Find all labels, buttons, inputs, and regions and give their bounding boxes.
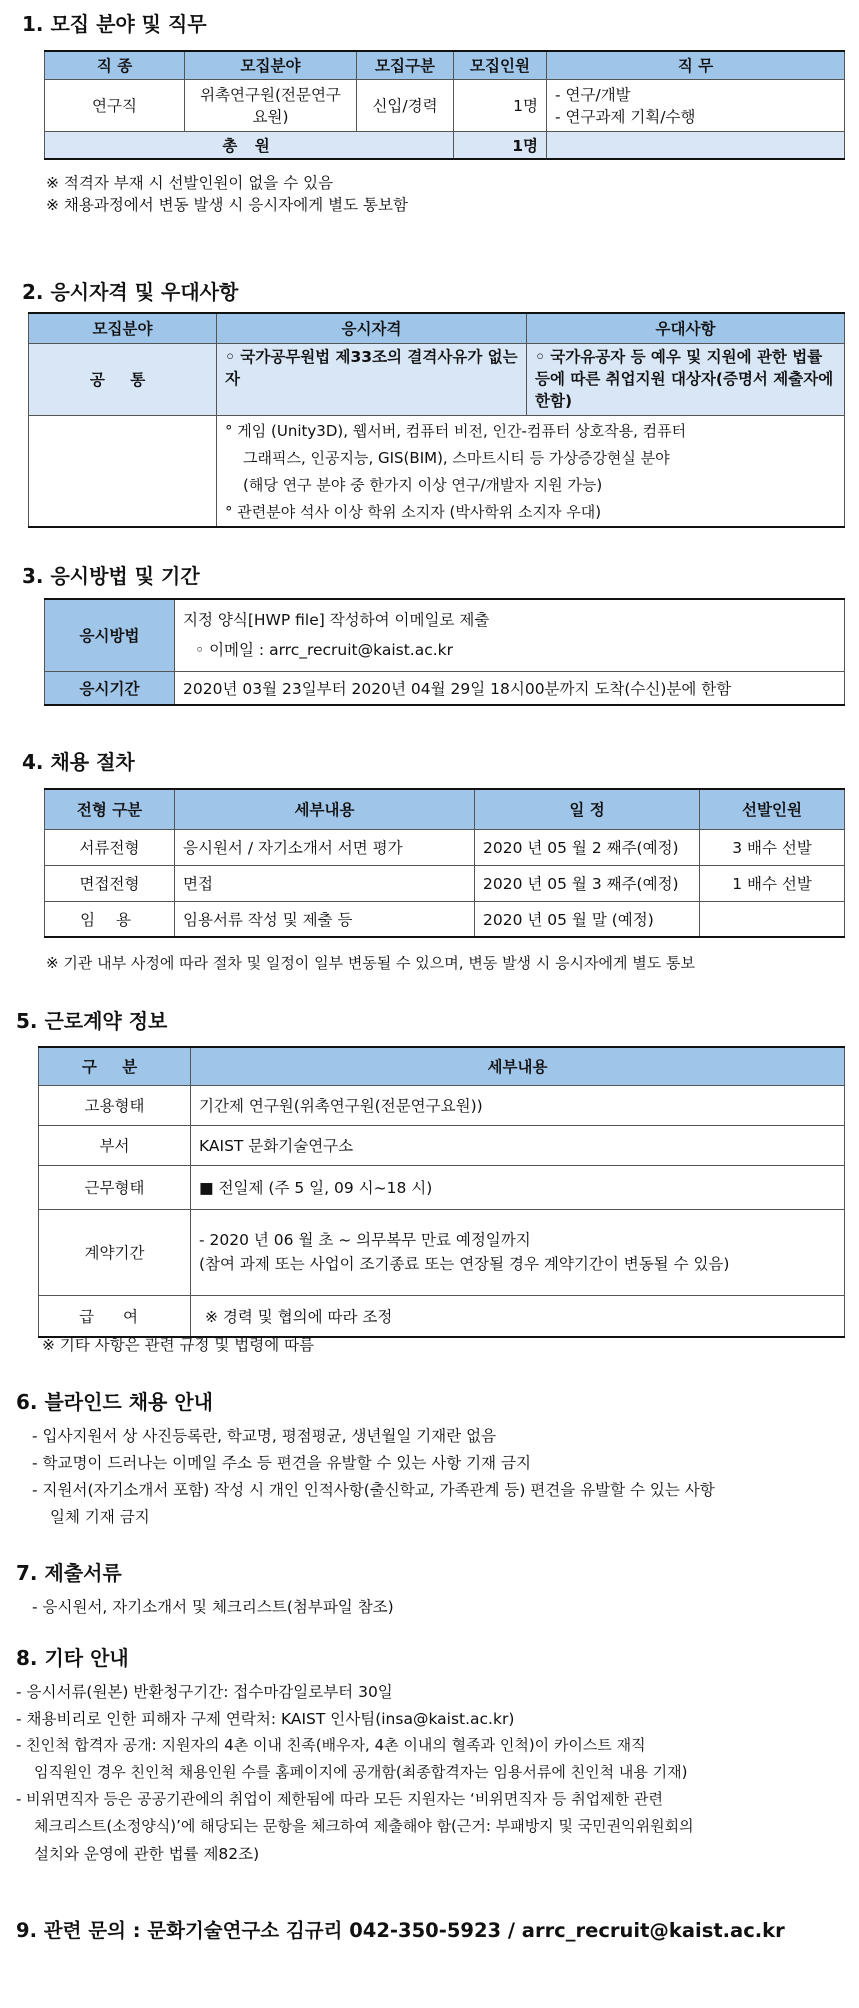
field-line: (해당 연구 분야 중 한가지 이상 연구/개발자 지원 가능) [243,475,603,494]
table-cell: 신입/경력 [357,79,454,131]
field-line: 그래픽스, 인공지능, GIS(BIM), 스마트시티 등 가상증강현실 분야 [243,448,670,467]
etc-line: - 비위면직자 등은 공공기관에의 취업이 제한됨에 따라 모든 지원자는 ‘비위면직자 등 취업제한 관련 [16,1790,664,1808]
table-cell: 위촉연구원(전문연구요원) [185,79,357,131]
table-cell: 서류전형 [45,829,175,865]
table-cell: 면접 [175,865,475,901]
blind-line: - 입사지원서 상 사진등록란, 학교명, 평점평균, 생년월일 기재란 없음 [32,1427,497,1445]
section-3-heading: 3. 응시방법 및 기간 [22,564,200,588]
note: ※ 적격자 부재 시 선발인원이 없을 수 있음 [46,174,334,192]
table-cell: 임용서류 작성 및 제출 등 [175,901,475,937]
table-cell: 2020 년 05 월 2 째주(예정) [475,829,700,865]
etc-line: - 채용비리로 인한 피해자 구제 연락처: KAIST 인사팀(insa@kaist.ac.kr) [16,1710,515,1728]
email-text: ◦ 이메일 : arrc_recruit@kaist.ac.kr [195,641,454,660]
duty-line: - 연구과제 기획/수행 [555,108,696,126]
table-cell: 계약기간 [39,1209,191,1295]
contract-line: - 2020 년 06 월 초 ~ 의무복무 만료 예정일까지 [199,1231,531,1249]
table-header: 직 무 [547,51,845,79]
note: ※ 기타 사항은 관련 규정 및 법령에 따름 [42,1336,315,1354]
note: ※ 채용과정에서 변동 발생 시 응시자에게 별도 통보함 [46,196,408,214]
table-cell: 기간제 연구원(위촉연구원(전문연구요원)) [191,1085,845,1125]
period-label: 응시기간 [45,671,175,705]
etc-line: 설치와 운영에 관한 법률 제82조) [34,1845,260,1863]
table-header: 선발인원 [700,789,845,829]
preference-text: ◦ 국가유공자 등 예우 및 지원에 관한 법률 등에 따른 취업지원 대상자(증명서 제출자에 한함) [527,343,845,415]
positions-table [44,50,845,160]
duty-line: - 연구/개발 [555,86,631,104]
contract-line: (참여 과제 또는 사업이 조기종료 또는 연장될 경우 계약기간이 변동될 수 있음) [199,1255,730,1273]
table-header: 모집구분 [357,51,454,79]
table-header: 모집인원 [454,51,547,79]
table-header: 모집분야 [29,313,217,343]
table-cell: 1 배수 선발 [700,865,845,901]
section-1-heading: 1. 모집 분야 및 직무 [22,12,207,36]
etc-line: - 응시서류(원본) 반환청구기간: 접수마감일로부터 30일 [16,1683,393,1701]
etc-line: - 친인척 합격자 공개: 지원자의 4촌 이내 친족(배우자, 4촌 이내의 혈족과 인척)이 카이스트 재직 [16,1736,646,1754]
period-text: 2020년 03월 23일부터 2020년 04월 29일 18시00분까지 도착(수신)분에 한함 [175,671,845,705]
total-value: 1명 [454,131,547,159]
table-cell: 2020 년 05 월 말 (예정) [475,901,700,937]
table-cell: 고용형태 [39,1085,191,1125]
table-cell: 부서 [39,1125,191,1165]
field-description [217,415,845,527]
table-cell: KAIST 문화기술연구소 [191,1125,845,1165]
method-text: 지정 양식[HWP file] 작성하여 이메일로 제출 [183,611,490,630]
table-cell: 응시원서 / 자기소개서 서면 평가 [175,829,475,865]
table-cell [191,1209,845,1295]
table-cell: ■ 전일제 (주 5 일, 09 시~18 시) [191,1165,845,1209]
note: ※ 기관 내부 사정에 따라 절차 및 일정이 일부 변동될 수 있으며, 변동 발생 시 응시자에게 별도 통보 [46,954,696,972]
table-header: 구 분 [39,1047,191,1085]
table-header: 응시자격 [217,313,527,343]
etc-line: 체크리스트(소정양식)’에 해당되는 문항을 체크하여 제출해야 함(근거: 부패방지 및 국민권익위원회의 [34,1817,694,1835]
table-cell: 임 용 [45,901,175,937]
field-line: ° 게임 (Unity3D), 웹서버, 컴퓨터 비전, 인간-컴퓨터 상호작용, 컴퓨터 [225,421,687,440]
table-cell [547,79,845,131]
table-cell: 2020 년 05 월 3 째주(예정) [475,865,700,901]
table-cell [700,901,845,937]
qualifications-table [28,312,845,528]
total-label: 총 원 [45,131,454,159]
section-7-heading: 7. 제출서류 [16,1561,122,1585]
table-header: 모집분야 [185,51,357,79]
table-header: 세부내용 [191,1047,845,1085]
qualification-text: ◦ 국가공무원법 제33조의 결격사유가 없는 자 [217,343,527,415]
common-label: 공 통 [29,343,217,415]
process-table [44,788,845,938]
section-2-heading: 2. 응시자격 및 우대사항 [22,280,239,304]
table-cell: 면접전형 [45,865,175,901]
table-header: 우대사항 [527,313,845,343]
table-cell: 급 여 [39,1295,191,1337]
table-cell: ※ 경력 및 협의에 따라 조정 [191,1295,845,1337]
section-8-heading: 8. 기타 안내 [16,1646,129,1670]
section-6-heading: 6. 블라인드 채용 안내 [16,1390,213,1414]
method-cell [175,599,845,671]
section-5-heading: 5. 근로계약 정보 [16,1009,168,1033]
table-cell: 연구직 [45,79,185,131]
section-9-heading: 9. 관련 문의 : 문화기술연구소 김규리 042-350-5923 / arrc_recruit@kaist.ac.kr [16,1919,785,1942]
section-4-heading: 4. 채용 절차 [22,750,135,774]
contract-table [38,1046,845,1338]
table-cell: 3 배수 선발 [700,829,845,865]
table-header: 일 정 [475,789,700,829]
table-header: 직 종 [45,51,185,79]
table-header: 세부내용 [175,789,475,829]
documents-line: - 응시원서, 자기소개서 및 체크리스트(첨부파일 참조) [32,1598,394,1616]
table-cell: 1명 [454,79,547,131]
blind-line: - 학교명이 드러나는 이메일 주소 등 편견을 유발할 수 있는 사항 기재 금지 [32,1454,531,1472]
etc-line: 임직원인 경우 친인척 채용인원 수를 홈페이지에 공개함(최종합격자는 임용서류에 친인척 내용 기재) [34,1763,688,1781]
blind-line: - 지원서(자기소개서 포함) 작성 시 개인 인적사항(출신학교, 가족관계 등) 편견을 유발할 수 있는 사항 [32,1481,715,1499]
table-cell: 근무형태 [39,1165,191,1209]
method-label: 응시방법 [45,599,175,671]
blind-line: 일체 기재 금지 [50,1508,150,1526]
application-table [44,598,845,706]
table-header: 전형 구분 [45,789,175,829]
table-cell [29,415,217,527]
table-cell [547,131,845,159]
field-line: ° 관련분야 석사 이상 학위 소지자 (박사학위 소지자 우대) [225,502,602,521]
